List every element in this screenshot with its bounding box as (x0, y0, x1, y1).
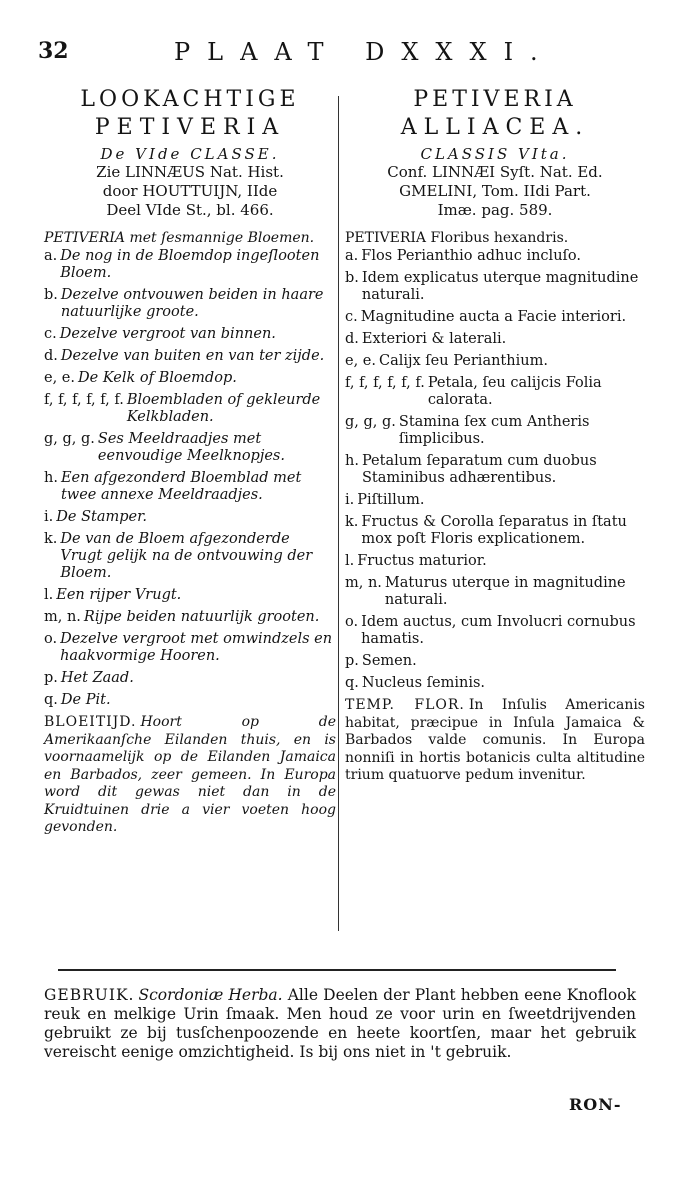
item-text: Fructus & Corolla ſeparatus in ſtatu mox poſt Floris explicationem. (361, 514, 627, 547)
legend-item (44, 431, 336, 465)
item-label: e, e. (345, 353, 376, 369)
item-label: b. (44, 287, 58, 303)
item-text: Flos Perianthio adhuc incluſo. (361, 248, 581, 264)
item-label: k. (44, 531, 58, 547)
latin-ref-line: Conf. LINNÆI Syſt. Nat. Ed. (387, 163, 603, 181)
latin-legend-list (345, 248, 645, 692)
legend-item (44, 587, 336, 604)
item-text: De van de Bloem afgezonderde Vrugt gelijk na de ontvouwing der Bloem. (60, 531, 313, 581)
flowering-note (345, 697, 645, 785)
item-label: h. (345, 453, 359, 469)
section-rule (58, 969, 616, 971)
legend-item (44, 631, 336, 665)
legend-item (44, 670, 336, 687)
page-header (38, 38, 638, 78)
usage-label: GEBRUIK. (44, 986, 135, 1004)
item-text: Magnitudine aucta a Facie interiori. (360, 309, 627, 325)
item-label: f, f, f, f, f, f. (345, 375, 425, 391)
item-text: Een rijper Vrugt. (56, 587, 182, 603)
item-text: Petala, ſeu calijcis Folia calorata. (427, 375, 602, 408)
item-label: h. (44, 470, 58, 486)
item-label: c. (44, 326, 57, 342)
latin-class: CLASSIS VIta. (420, 145, 570, 163)
item-label: c. (345, 309, 358, 325)
item-text: Semen. (361, 653, 417, 669)
legend-item (345, 453, 645, 487)
item-text: Petalum ſeparatum cum duobus Staminibus adhærentibus. (361, 453, 597, 486)
legend-item (44, 326, 336, 343)
dutch-title-line1: LOOKACHTIGE (80, 87, 300, 112)
item-text: Bloembladen of gekleurde Kelkbladen. (126, 392, 321, 425)
flowering-text: In Inſulis Americanis habitat, præcipue in Inſula Jamaica & Barbados valde comunis. In Europa nonniſi in hortis botanicis culta altitudine trium quatuorve pedum invenitur. (345, 697, 645, 783)
item-text: Stamina ſex cum Antheris ſimplicibus. (398, 414, 590, 447)
dutch-column (44, 86, 336, 837)
plate-title: PLAAT DXXXI. (174, 38, 555, 66)
legend-item (345, 614, 645, 648)
item-text: De nog in de Bloemdop ingeſlooten Bloem. (60, 248, 320, 281)
item-label: l. (44, 587, 54, 603)
legend-item (44, 509, 336, 526)
item-label: q. (345, 675, 359, 691)
item-text: Piſtillum. (357, 492, 425, 508)
item-text: Idem auctus, cum Involucri cornubus hamatis. (361, 614, 636, 647)
catchword: RON- (569, 1095, 622, 1114)
item-text: Exteriori & laterali. (361, 331, 507, 347)
item-text: Idem explicatus uterque magnitudine naturali. (361, 270, 639, 303)
column-divider (338, 96, 339, 931)
legend-item (345, 375, 645, 409)
legend-item (345, 492, 645, 509)
item-label: d. (345, 331, 359, 347)
legend-item (345, 353, 645, 370)
item-label: p. (345, 653, 359, 669)
item-label: o. (44, 631, 58, 647)
item-text: Een afgezonderd Bloemblad met twee annexe Meeldraadjes. (60, 470, 302, 503)
dutch-intro: PETIVERIA met ſesmannige Bloemen. (44, 230, 315, 246)
item-text: De Pit. (60, 692, 111, 708)
item-label: i. (44, 509, 54, 525)
item-label: g, g, g. (345, 414, 396, 430)
dutch-legend-list (44, 248, 336, 709)
dutch-class: De VIde CLASSE. (100, 145, 280, 163)
latin-ref-line: Imæ. pag. 589. (437, 201, 553, 219)
dutch-title-line2: PETIVERIA (94, 115, 286, 140)
item-label: a. (44, 248, 58, 264)
flowering-label: TEMP. FLOR. (345, 697, 465, 713)
item-label: i. (345, 492, 355, 508)
flowering-label: BLOEITIJD. (44, 714, 137, 730)
latin-title-line2: ALLIACEA. (400, 115, 590, 140)
legend-item (345, 653, 645, 670)
item-label: g, g, g. (44, 431, 95, 447)
latin-title-line1: PETIVERIA (413, 87, 577, 112)
item-text: Dezelve vergroot met omwindzels en haakvormige Hooren. (60, 631, 333, 664)
legend-item (44, 692, 336, 709)
legend-item (345, 331, 645, 348)
dutch-ref-line: door HOUTTUIJN, IIde (102, 182, 278, 200)
item-label: d. (44, 348, 58, 364)
legend-item (345, 270, 645, 304)
item-label: q. (44, 692, 58, 708)
usage-herb: Scordoniæ Herba. (138, 986, 283, 1004)
item-text: Calijx ſeu Perianthium. (379, 353, 548, 369)
legend-item (44, 531, 336, 582)
item-text: De Stamper. (56, 509, 148, 525)
latin-column (345, 86, 645, 785)
item-text: Fructus maturior. (357, 553, 487, 569)
flowering-note (44, 714, 336, 837)
dutch-ref-line: Deel VIde St., bl. 466. (106, 201, 274, 219)
item-label: f, f, f, f, f, f. (44, 392, 124, 408)
legend-item (345, 248, 645, 265)
legend-item (44, 470, 336, 504)
item-label: m, n. (345, 575, 382, 591)
legend-item (345, 575, 645, 609)
legend-item (44, 392, 336, 426)
legend-item (345, 675, 645, 692)
legend-item (44, 609, 336, 626)
item-text: Rijpe beiden natuurlijk grooten. (83, 609, 320, 625)
flowering-text: Hoort op de Amerikaanſche Eilanden thuis, en is voornaamelijk op de Eilanden Jamaica en Barbados, zeer gemeen. In Europa word dit gewas niet dan in de Kruidtuinen drie a vier voeten hoog gevonden. (44, 714, 336, 835)
item-label: p. (44, 670, 58, 686)
latin-intro: PETIVERIA Floribus hexandris. (345, 230, 569, 246)
legend-item (345, 414, 645, 448)
item-label: b. (345, 270, 359, 286)
page-number: 32 (38, 38, 69, 64)
legend-item (345, 553, 645, 570)
item-text: Dezelve van buiten en van ter zijde. (60, 348, 325, 364)
usage-paragraph (44, 986, 636, 1062)
item-text: Maturus uterque in magnitudine naturali. (384, 575, 626, 608)
legend-item (44, 287, 336, 321)
item-text: De Kelk of Bloemdop. (78, 370, 237, 386)
item-label: o. (345, 614, 359, 630)
item-text: Dezelve vergroot van binnen. (59, 326, 276, 342)
item-label: l. (345, 553, 355, 569)
dutch-ref-line: Zie LINNÆUS Nat. Hist. (96, 163, 284, 181)
item-text: Het Zaad. (60, 670, 134, 686)
legend-item (345, 514, 645, 548)
legend-item (44, 370, 336, 387)
item-label: k. (345, 514, 359, 530)
item-text: Ses Meeldraadjes met eenvoudige Meelknopjes. (97, 431, 285, 464)
item-text: Dezelve ontvouwen beiden in haare natuurlijke groote. (60, 287, 324, 320)
item-label: a. (345, 248, 359, 264)
legend-item (44, 348, 336, 365)
latin-ref-line: GMELINI, Tom. IIdi Part. (399, 182, 591, 200)
legend-item (345, 309, 645, 326)
item-text: Nucleus ſeminis. (361, 675, 486, 691)
item-label: e, e. (44, 370, 75, 386)
legend-item (44, 248, 336, 282)
usage-text: Alle Deelen der Plant hebben eene Knoflook reuk en melkige Urin ſmaak. Men houd ze voor urin en ſweetdrijvenden gebruikt ze bij tusſchenpoozende en heete koortſen, maar het gebruik vereischt eenige omzichtigheid. Is bij ons niet in 't gebruik. (44, 986, 636, 1061)
item-label: m, n. (44, 609, 81, 625)
